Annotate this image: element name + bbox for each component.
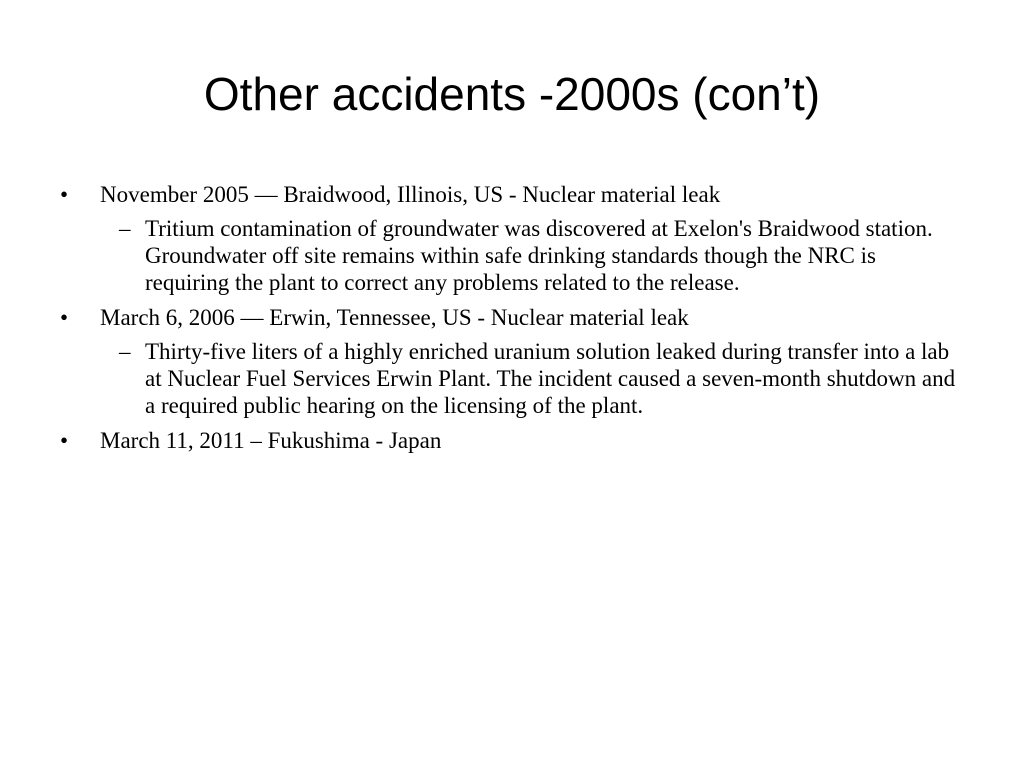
sub-bullet-item-braidwood	[56, 215, 956, 296]
slide-title: Other accidents -2000s (con’t)	[203, 68, 821, 120]
bullet-text: March 6, 2006 — Erwin, Tennessee, US - Nuclear material leak	[100, 305, 689, 330]
sub-bullet-text: Thirty-five liters of a highly enriched uranium solution leaked during transfer into a lab at Nuclear Fuel Services Erwin Plant. The incident caused a seven-month shutdown and a required public hearing on the licensing of the plant.	[145, 339, 956, 418]
bullet-text: March 11, 2011 – Fukushima - Japan	[100, 428, 442, 453]
bullet-item-braidwood	[56, 181, 956, 209]
bullet-text: November 2005 — Braidwood, Illinois, US - Nuclear material leak	[100, 182, 721, 207]
bullet-item-erwin	[56, 304, 956, 332]
sub-bullet-marker: –	[119, 216, 131, 241]
bullet-marker: •	[60, 182, 69, 207]
sub-bullet-marker: –	[119, 339, 131, 364]
bullet-item-fukushima	[56, 427, 956, 455]
sub-bullet-item-erwin	[56, 338, 956, 419]
bullet-marker: •	[60, 428, 69, 453]
bullet-marker: •	[60, 305, 69, 330]
sub-bullet-text: Tritium contamination of groundwater was discovered at Exelon's Braidwood station. Groundwater off site remains within safe drinking standards though the NRC is requiring the plant to correct any problems related to the release.	[145, 216, 933, 295]
bullet-list	[56, 181, 956, 461]
